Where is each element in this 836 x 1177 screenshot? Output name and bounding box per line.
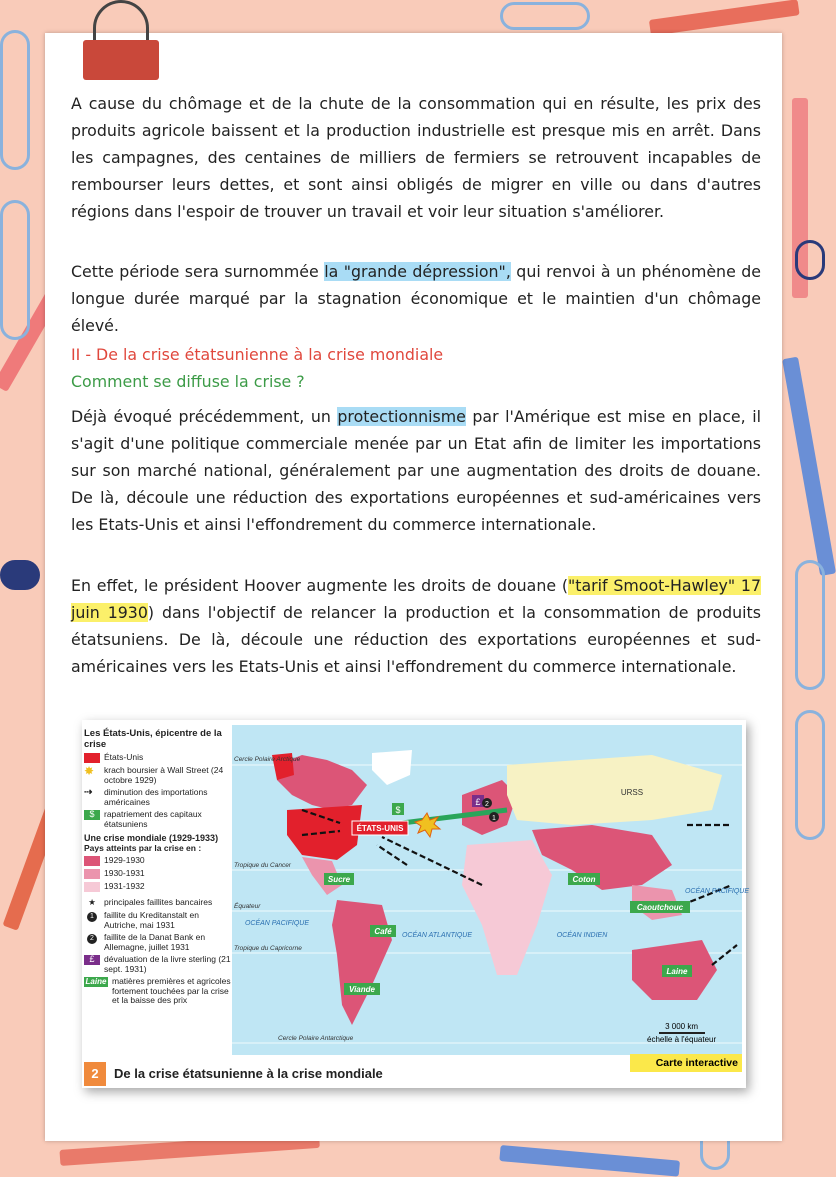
legend-item-label: États-Unis bbox=[104, 752, 144, 762]
binder-clip-decoration bbox=[795, 240, 825, 280]
legend-subtitle: Une crise mondiale (1929-1933) bbox=[84, 833, 219, 843]
pacific-west-label: OCÉAN PACIFIQUE bbox=[244, 920, 310, 927]
legend-subsubtitle: Pays atteints par la crise en : bbox=[84, 843, 202, 853]
p3-before: Déjà évoqué précédemment, un bbox=[71, 407, 338, 426]
map-legend bbox=[84, 728, 232, 1068]
legend-item-label: diminution des importations américaines bbox=[104, 787, 208, 807]
antarctic-label: Cercle Polaire Antarctique bbox=[278, 1035, 354, 1042]
marker-two-label: 2 bbox=[485, 801, 489, 808]
pencil-decoration bbox=[649, 0, 800, 36]
scale-bar bbox=[659, 1032, 705, 1034]
highlight-grande-depression: la "grande dépression", bbox=[324, 262, 511, 281]
number-two-label: 2 bbox=[87, 934, 97, 944]
usa-label: ÉTATS-UNIS bbox=[356, 824, 404, 833]
legend-marker-label: matières premières et agricoles fortement touchées par la crise et la baisse des prix bbox=[112, 976, 231, 1005]
commodity-sucre: Sucre bbox=[327, 875, 351, 884]
year-swatch bbox=[84, 856, 100, 866]
dollar-icon: $ bbox=[84, 810, 100, 820]
section-question: Comment se diffuse la crise ? bbox=[71, 372, 305, 391]
number-one-icon bbox=[84, 911, 100, 921]
scale-note: échelle à l'équateur bbox=[647, 1035, 717, 1044]
paragraph-protectionism bbox=[71, 403, 761, 538]
legend-year bbox=[84, 869, 232, 879]
legend-marker bbox=[84, 933, 232, 952]
year-swatch bbox=[84, 882, 100, 892]
legend-item bbox=[84, 810, 232, 829]
legend-marker bbox=[84, 955, 232, 974]
commodity-caoutchouc: Caoutchouc bbox=[636, 903, 684, 912]
paragraph-great-depression bbox=[71, 258, 761, 339]
capricorn-label: Tropique du Capricorne bbox=[234, 945, 302, 952]
figure-number: 2 bbox=[84, 1062, 106, 1086]
laine-icon: Laine bbox=[85, 977, 107, 986]
binder-clip-wire bbox=[93, 0, 149, 44]
binder-clip-decoration bbox=[0, 560, 40, 590]
paperclip-decoration bbox=[0, 30, 30, 170]
arctic-label: Cercle Polaire Arctique bbox=[234, 756, 301, 763]
paragraph-hoover bbox=[71, 572, 761, 680]
p4-after: ) dans l'objectif de relancer la production et la consommation de produits étatsuniens. De là, découle une réduction des exportations européennes et sud-américaines vers les Etats-Unis et ainsi l'effondrement du commerce internationale. bbox=[71, 603, 761, 676]
map-scale bbox=[647, 1022, 716, 1044]
legend-marker-label: principales faillites bancaires bbox=[104, 897, 213, 907]
paragraph-unemployment: A cause du chômage et de la chute de la consommation qui en résulte, les prix des produits agricole baissent et la production industrielle est presque mis en arrêt. Dans les campagnes, des centaines de milliers de fermiers se retrouvent incapables de rembourser leurs dettes, et sont ainsi obligés de migrer en ville ou dans d'autres régions dans l'espoir de trouver un travail et voir leur situation s'améliorer. bbox=[71, 94, 761, 221]
legend-year-label: 1929-1930 bbox=[104, 855, 145, 865]
legend-item bbox=[84, 788, 232, 807]
commodity-coton: Coton bbox=[572, 875, 596, 884]
highlight-smoot-hawley: "tarif Smoot-Hawley" 17 juin 1930 bbox=[71, 576, 761, 622]
legend-item bbox=[84, 766, 232, 785]
world-map bbox=[232, 725, 750, 1055]
equator-label: Équateur bbox=[234, 903, 261, 910]
pencil-decoration bbox=[782, 357, 836, 576]
paperclip-decoration bbox=[500, 2, 590, 30]
legend-year-label: 1931-1932 bbox=[104, 881, 145, 891]
cancer-label: Tropique du Cancer bbox=[234, 862, 291, 869]
dashed-arrow-icon: ⇢ bbox=[84, 787, 93, 798]
p4-before: En effet, le président Hoover augmente les droits de douane ( bbox=[71, 576, 568, 595]
legend-marker-label: dévaluation de la livre sterling (21 sept. 1931) bbox=[104, 954, 231, 974]
marker-one-label: 1 bbox=[492, 815, 496, 822]
figure-caption: De la crise étatsunienne à la crise mondiale bbox=[114, 1066, 383, 1081]
usa-swatch bbox=[84, 753, 100, 763]
pencil-decoration bbox=[499, 1145, 680, 1177]
pacific-east-label: OCÉAN PACIFIQUE bbox=[684, 888, 750, 895]
legend-item-label: krach boursier à Wall Street (24 octobre 1929) bbox=[104, 765, 224, 785]
atlantic-label: OCÉAN ATLANTIQUE bbox=[401, 932, 473, 939]
commodity-cafe: Café bbox=[374, 927, 392, 936]
pound-icon: £ bbox=[84, 955, 100, 965]
year-swatch bbox=[84, 869, 100, 879]
legend-title: Les États-Unis, épicentre de la crise bbox=[84, 728, 222, 750]
p2-before: Cette période sera surnommée bbox=[71, 262, 325, 281]
section-heading: II - De la crise étatsunienne à la crise mondiale bbox=[71, 345, 444, 364]
p3-after: par l'Amérique est mise en place, il s'agit d'une politique commerciale menée par un Etat afin de limiter les importations sur son marché national, généralement par une augmentation des droits de douane. De là, découle une réduction des exportations européennes et sud-américaines vers les Etats-Unis et ainsi l'effondrement du commerce internationale. bbox=[71, 407, 761, 534]
star-icon: ★ bbox=[88, 897, 96, 907]
pound-marker-label: £ bbox=[475, 797, 481, 807]
indian-label: OCÉAN INDIEN bbox=[556, 932, 608, 939]
map-figure bbox=[82, 720, 750, 1088]
legend-marker-label: faillite du Kreditanstalt en Autriche, mai 1931 bbox=[104, 910, 199, 930]
legend-item bbox=[84, 753, 232, 763]
legend-marker-label: faillite de la Danat Bank en Allemagne, juillet 1931 bbox=[104, 932, 206, 952]
number-one-label: 1 bbox=[87, 912, 97, 922]
legend-marker bbox=[84, 977, 232, 1006]
dollar-marker-label: $ bbox=[395, 805, 401, 815]
legend-marker bbox=[84, 911, 232, 930]
urss-label: URSS bbox=[620, 788, 644, 797]
paperclip-decoration bbox=[795, 560, 825, 690]
commodity-viande: Viande bbox=[349, 985, 375, 994]
legend-year-label: 1930-1931 bbox=[104, 868, 145, 878]
crash-burst-icon: ✸ bbox=[84, 764, 95, 778]
scale-value: 3 000 km bbox=[665, 1022, 699, 1031]
highlight-protectionnisme: protectionnisme bbox=[337, 407, 466, 426]
commodity-laine: Laine bbox=[666, 967, 688, 976]
legend-year bbox=[84, 856, 232, 866]
paperclip-decoration bbox=[0, 200, 30, 340]
number-two-icon bbox=[84, 933, 100, 943]
paperclip-decoration bbox=[795, 710, 825, 840]
p2-after: qui renvoi à un phénomène de longue durée marqué par la stagnation économique et le maintien d'un chômage élevé. bbox=[71, 262, 761, 335]
interactive-map-button[interactable] bbox=[630, 1054, 742, 1072]
interactive-map-label: Carte interactive bbox=[655, 1057, 738, 1069]
binder-clip bbox=[83, 40, 159, 80]
legend-item-label: rapatriement des capitaux étatsuniens bbox=[104, 809, 202, 829]
legend-marker bbox=[84, 898, 232, 908]
legend-year bbox=[84, 882, 232, 892]
